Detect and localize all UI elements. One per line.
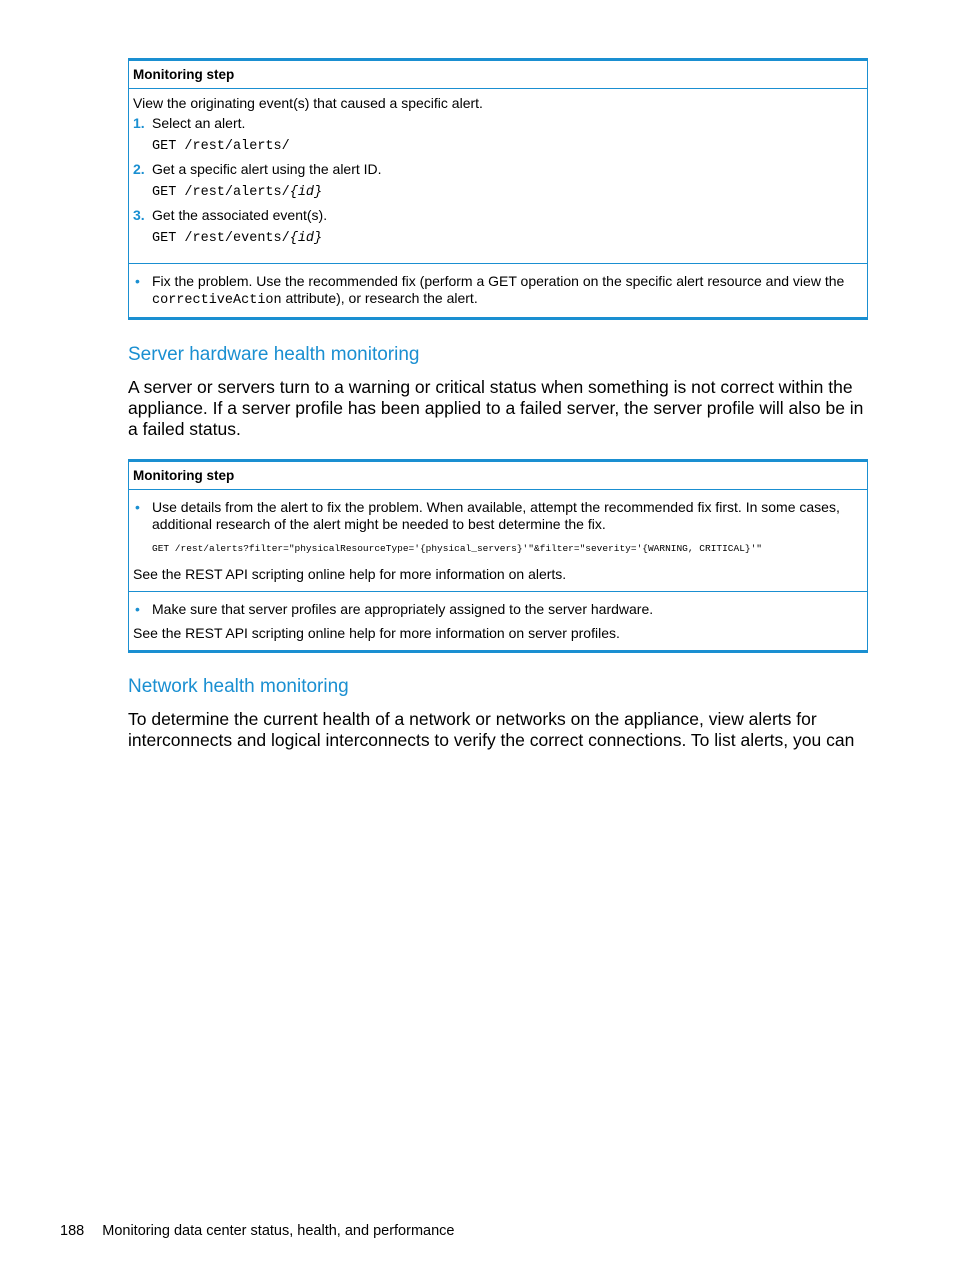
code-line	[133, 230, 863, 247]
table-cell-profiles	[129, 591, 867, 650]
code-variable: {id}	[289, 231, 323, 246]
bullet-icon: •	[135, 601, 140, 617]
bullet-text: Make sure that server profiles are appropriately assigned to the server hardware.	[152, 601, 654, 617]
monitoring-table-alerts	[128, 58, 868, 320]
note-text: See the REST API scripting online help for more information on server profiles.	[133, 625, 620, 641]
step-number: 3.	[133, 207, 145, 223]
step-item	[133, 115, 863, 132]
step-item	[133, 207, 863, 224]
fix-text: Fix the problem. Use the recommended fix (perform a GET operation on the specific alert resource and view the	[152, 273, 845, 289]
footer-title: Monitoring data center status, health, and performance	[102, 1223, 455, 1239]
step-number: 2.	[133, 161, 145, 177]
monitoring-table-server-hardware	[128, 459, 868, 653]
note-text: See the REST API scripting online help for more information on alerts.	[133, 566, 567, 582]
step-text: Get the associated event(s).	[152, 207, 328, 223]
code-line: GET /rest/alerts?filter="physicalResourceType='{physical_servers}'"&filter="severity='{WARNING, CRITICAL}'"	[152, 543, 762, 554]
section-title-server-hardware: Server hardware health monitoring	[128, 344, 420, 365]
bullet-item	[133, 601, 863, 618]
step-text: Get a specific alert using the alert ID.	[152, 161, 382, 177]
bullet-text: Use details from the alert to fix the problem. When available, attempt the recommended fix first. In some cases, additional research of the alert might be needed to best determine the fix.	[152, 499, 840, 532]
fix-text-after: attribute), or research the alert.	[281, 290, 478, 306]
inline-code: correctiveAction	[152, 293, 282, 308]
table-header: Monitoring step	[129, 462, 867, 490]
bullet-icon: •	[135, 499, 140, 515]
section-paragraph: To determine the current health of a network or networks on the appliance, view alerts for interconnects and logical interconnects to verify the correct connections. To list alerts, you can	[128, 709, 855, 750]
table-cell-alerts	[129, 490, 867, 591]
step-text: Select an alert.	[152, 115, 246, 131]
code-line	[133, 138, 863, 155]
code-text: GET /rest/alerts/	[152, 185, 290, 200]
table-cell-steps	[129, 89, 867, 263]
bullet-item	[133, 273, 863, 309]
table-header: Monitoring step	[129, 61, 867, 89]
step-number: 1.	[133, 115, 145, 131]
code-text: GET /rest/events/	[152, 231, 290, 246]
code-text: GET /rest/alerts/	[152, 139, 290, 154]
page-footer	[60, 1223, 454, 1239]
section-title-network: Network health monitoring	[128, 676, 349, 697]
code-line	[133, 184, 863, 201]
page-number: 188	[60, 1223, 85, 1239]
bullet-icon: •	[135, 273, 140, 289]
intro-text: View the originating event(s) that caused a specific alert.	[133, 95, 483, 111]
step-item	[133, 161, 863, 178]
code-variable: {id}	[289, 185, 323, 200]
table-cell-fix	[129, 263, 867, 317]
bullet-item	[133, 499, 863, 533]
section-paragraph: A server or servers turn to a warning or critical status when something is not correct within the appliance. If a server profile has been applied to a failed server, the server profile will also be in a failed status.	[128, 377, 864, 439]
